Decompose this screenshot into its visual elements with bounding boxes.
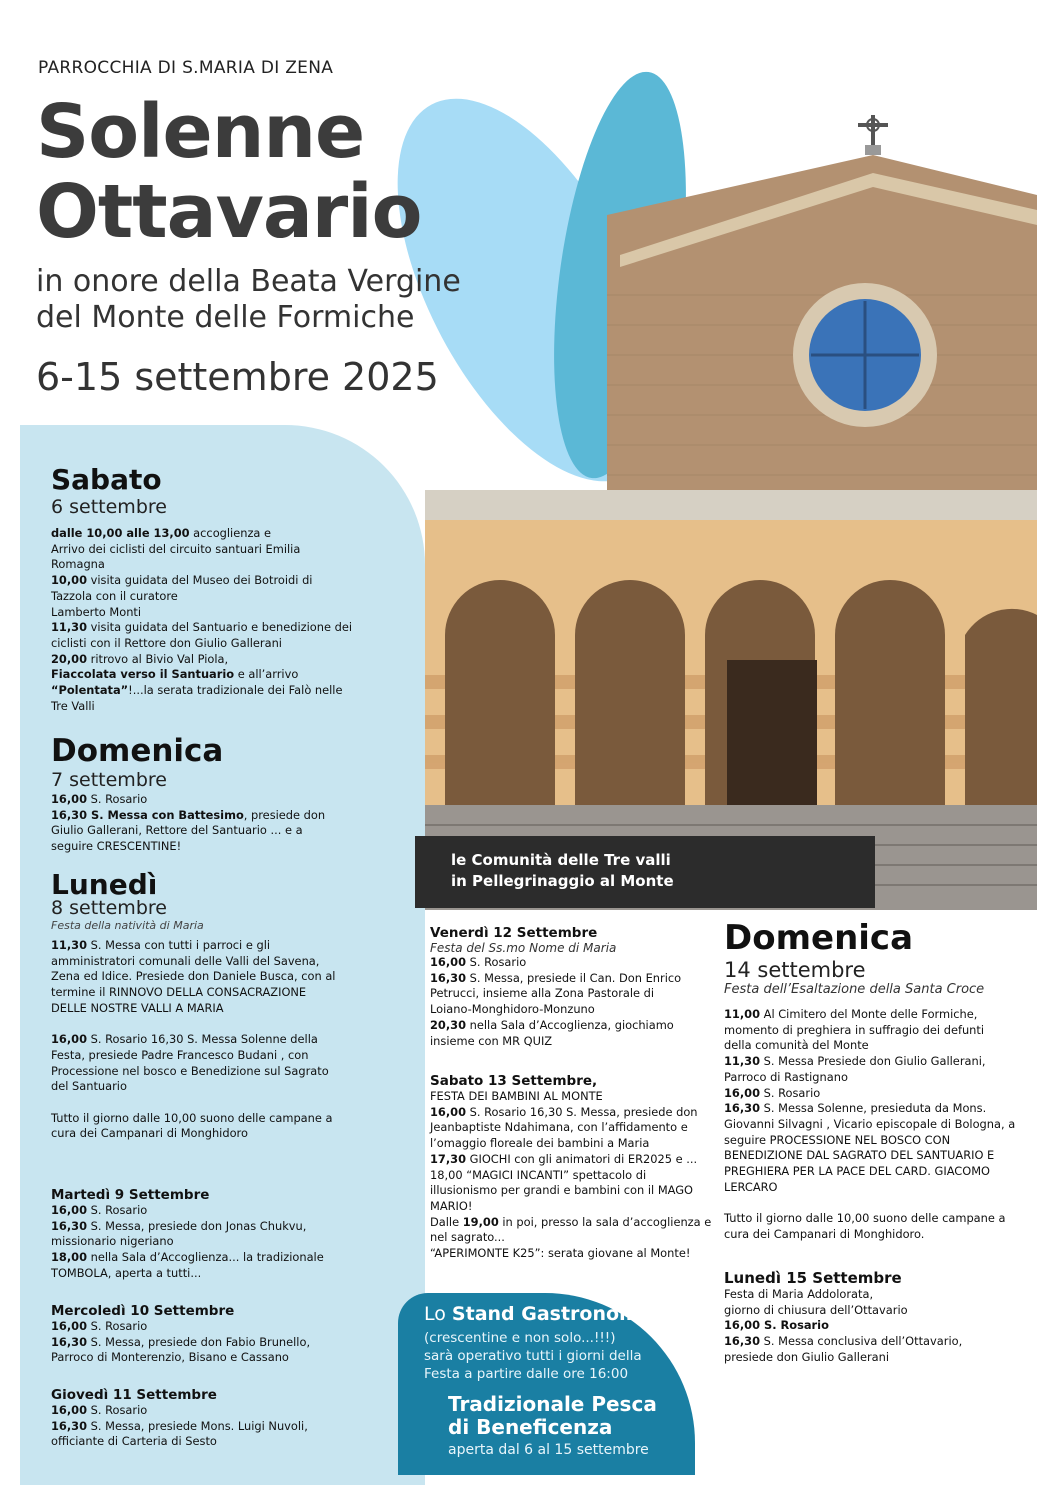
schedule-line: 18,00 nella Sala d’Accoglienza... la tradizionale [51, 1250, 324, 1265]
stand-gastronomico-box [398, 1293, 695, 1475]
sabato-6-section [51, 463, 352, 714]
schedule-line: dalle 10,00 alle 13,00 accoglienza e [51, 526, 272, 540]
pesca-dates: aperta dal 6 al 15 settembre [448, 1442, 649, 1458]
sabato-6-lines [51, 526, 352, 714]
schedule-line: termine il RINNOVO DELLA CONSACRAZIONE [51, 985, 307, 1000]
domenica-7-section [51, 733, 325, 855]
day-title: Martedì 9 Settembre [51, 1187, 210, 1203]
schedule-line: Tazzola con il curatore [51, 588, 178, 603]
schedule-line: Arrivo dei ciclisti del circuito santuari Emilia [51, 541, 301, 556]
schedule-line: della comunità del Monte [724, 1038, 869, 1053]
schedule-line: 20,30 nella Sala d’Accoglienza, giochiamo [430, 1017, 674, 1032]
schedule-line: “Polentata”!...la serata tradizionale dei Falò nelle [51, 683, 343, 698]
event-dates: 6-15 settembre 2025 [36, 355, 439, 399]
schedule-line: giorno di chiusura dell’Ottavario [724, 1302, 908, 1317]
domenica-7-lines [51, 792, 325, 855]
schedule-line: 16,00 S. Rosario [724, 1085, 821, 1100]
schedule-line: seguire PROCESSIONE NEL BOSCO CON [724, 1132, 951, 1147]
stand-title: Lo Stand Gastronomico [424, 1303, 670, 1325]
schedule-line: Processione nel bosco e Benedizione sul Sagrato [51, 1063, 329, 1078]
schedule-line: 16,30 S. Messa conclusiva dell’Ottavario, [724, 1334, 963, 1349]
pesca-title: Tradizionale Pesca di Beneficenza [448, 1392, 657, 1439]
schedule-line: 16,00 S. Rosario [51, 1319, 148, 1333]
schedule-line: Festa di Maria Addolorata, [724, 1287, 874, 1301]
day-feast: Festa dell’Esaltazione della Santa Croce [724, 982, 985, 997]
domenica-14-section [724, 918, 1015, 1243]
schedule-line: 16,30 S. Messa, presiede Mons. Luigi Nuvoli, [51, 1418, 308, 1433]
subtitle-line2: del Monte delle Formiche [36, 300, 415, 335]
main-title [36, 89, 422, 255]
schedule-line: LERCARO [724, 1179, 778, 1194]
line: 17,30 GIOCHI con gli animatori di ER2025 e ... [430, 1151, 698, 1166]
schedule-line: Romagna [51, 557, 105, 572]
schedule-line: Parroco di Rastignano [724, 1069, 848, 1084]
schedule-line: 16,00 S. Rosario [51, 1203, 148, 1217]
schedule-line: momento di preghiera in suffragio dei defunti [724, 1022, 985, 1037]
caption-line1: le Comunità delle Tre valli [451, 851, 671, 869]
schedule-line: Zena ed Idice. Presiede don Daniele Busca, con al [51, 969, 336, 984]
schedule-line: BENEDIZIONE DAL SAGRATO DEL SANTUARIO E [724, 1148, 995, 1163]
martedi-9-lines [51, 1203, 324, 1282]
line: FESTA DEI BAMBINI AL MONTE [430, 1089, 603, 1103]
subtitle [36, 264, 461, 336]
lunedi-8-section [51, 868, 335, 1142]
schedule-line: 16,30 S. Messa, presiede don Jonas Chukvu, [51, 1218, 307, 1233]
caption-line2: in Pellegrinaggio al Monte [451, 872, 674, 890]
schedule-line: missionario nigeriano [51, 1234, 174, 1249]
martedi-9-section [51, 1187, 324, 1282]
schedule-line: 16,00 S. Rosario [724, 1318, 829, 1333]
schedule-line: seguire CRESCENTINE! [51, 839, 182, 854]
subtitle-line1: in onore della Beata Vergine [36, 264, 461, 299]
line: “APERIMONTE K25”: serata giovane al Monte! [430, 1246, 691, 1261]
mercoledi-10-lines [51, 1319, 310, 1366]
photo-caption [415, 836, 875, 908]
title-line2: Ottavario [36, 169, 422, 255]
venerdi-12-section [430, 925, 681, 1049]
schedule-line: 11,00 Al Cimitero del Monte delle Formiche, [724, 1007, 978, 1021]
day-feast: Festa del Ss.mo Nome di Maria [430, 941, 617, 955]
giovedi-11-lines [51, 1403, 308, 1450]
schedule-line: 16,30 S. Messa, presiede il Can. Don Enrico [430, 970, 682, 985]
day-title: Venerdì 12 Settembre [430, 925, 598, 941]
schedule-line: 10,00 visita guidata del Museo dei Botroidi di [51, 573, 313, 588]
mercoledi-10-section [51, 1303, 310, 1366]
parish-name: PARROCCHIA DI S.MARIA DI ZENA [38, 58, 334, 78]
day-title: Sabato 13 Settembre, [430, 1073, 598, 1089]
church-photo [425, 115, 1037, 910]
day-title: Lunedì [51, 868, 158, 901]
schedule-line: 11,30 visita guidata del Santuario e benedizione dei [51, 620, 353, 635]
lunedi-8-lines [51, 938, 335, 1142]
line: 16,00 S. Rosario 16,30 S. Messa, presiede don [430, 1104, 698, 1119]
line: nel sagrato... [430, 1230, 505, 1245]
day-date: 7 settembre [51, 769, 167, 791]
schedule-line: Tutto il giorno dalle 10,00 suono delle campane a [724, 1211, 1006, 1226]
day-title: Giovedì 11 Settembre [51, 1387, 217, 1403]
schedule-line: Petrucci, insieme alla Zona Pastorale di [430, 986, 655, 1001]
line: illusionismo per grandi e bambini con il MAGO [430, 1183, 694, 1198]
schedule-line: 16,00 S. Rosario [51, 1403, 148, 1417]
day-feast: Festa della natività di Maria [51, 919, 204, 932]
domenica-14-lines [724, 1007, 1015, 1243]
day-title: Domenica [51, 733, 224, 769]
schedule-line: cura dei Campanari di Monghidoro. [724, 1226, 925, 1241]
schedule-line: 16,00 S. Rosario [430, 955, 527, 969]
schedule-line: 16,30 S. Messa Solenne, presieduta da Mons. [724, 1101, 987, 1116]
schedule-line [724, 1195, 1015, 1211]
schedule-line: Lamberto Monti [51, 604, 142, 619]
schedule-line: presiede don Giulio Gallerani [724, 1349, 889, 1364]
schedule-line [51, 1095, 335, 1111]
schedule-line: Tre Valli [51, 698, 95, 713]
schedule-line: insieme con MR QUIZ [430, 1033, 553, 1048]
schedule-line: 11,30 S. Messa con tutti i parroci e gli [51, 938, 271, 952]
schedule-line: Giovanni Silvagni , Vicario episcopale di Bologna, a [724, 1116, 1016, 1131]
cross-icon [858, 115, 888, 147]
line: 18,00 “MAGICI INCANTI” spettacolo di [430, 1167, 647, 1182]
stand-details: (crescentine e non solo...!!!) sarà operativo tutti i giorni della Festa a partire dalle ore 16:00 [424, 1330, 642, 1382]
schedule-line: officiante di Carteria di Sesto [51, 1434, 217, 1449]
sabato-13-section [430, 1073, 711, 1262]
schedule-line: PREGHIERA PER LA PACE DEL CARD. GIACOMO [724, 1164, 991, 1179]
giovedi-11-section [51, 1387, 308, 1450]
schedule-line: TOMBOLA, aperta a tutti... [51, 1265, 202, 1280]
day-title: Lunedì 15 Settembre [724, 1269, 902, 1287]
sabato-13-lines [430, 1089, 711, 1262]
schedule-line: cura dei Campanari di Monghidoro [51, 1126, 248, 1141]
schedule-line: 11,30 S. Messa Presiede don Giulio Gallerani, [724, 1054, 986, 1069]
line: Jeanbaptiste Ndahimana, con l’affidamento e [430, 1120, 688, 1135]
schedule-line: DELLE NOSTRE VALLI A MARIA [51, 1000, 224, 1015]
line: Dalle 19,00 in poi, presso la sala d’accoglienza e [430, 1214, 712, 1229]
schedule-line: Parroco di Monterenzio, Bisano e Cassano [51, 1350, 289, 1365]
lunedi-15-section [724, 1269, 962, 1366]
schedule-line: Fiaccolata verso il Santuario e all’arrivo [51, 667, 299, 682]
schedule-line: Tutto il giorno dalle 10,00 suono delle campane a [51, 1110, 333, 1125]
schedule-line [51, 1017, 335, 1033]
venerdi-12-lines [430, 955, 681, 1049]
schedule-line: Giulio Gallerani, Rettore del Santuario ... e a [51, 823, 303, 838]
schedule-line: amministratori comunali delle Valli del Savena, [51, 953, 320, 968]
day-title: Domenica [724, 918, 914, 958]
schedule-line: 20,00 ritrovo al Bivio Val Piola, [51, 651, 229, 666]
schedule-line: Loiano-Monghidoro-Monzuno [430, 1002, 595, 1017]
schedule-line: 16,00 S. Rosario [51, 792, 148, 806]
schedule-line: 16,00 S. Rosario 16,30 S. Messa Solenne della [51, 1032, 318, 1047]
line: MARIO! [430, 1198, 473, 1213]
day-date: 14 settembre [724, 958, 866, 982]
title-line1: Solenne [36, 89, 365, 175]
line: l’omaggio floreale dei bambini a Maria [430, 1136, 650, 1151]
day-title: Sabato [51, 463, 162, 496]
schedule-line: Festa, presiede Padre Francesco Budani , con [51, 1047, 309, 1062]
schedule-line: ciclisti con il Rettore don Giulio Gallerani [51, 635, 282, 650]
day-title: Mercoledì 10 Settembre [51, 1303, 235, 1319]
schedule-line: 16,30 S. Messa, presiede don Fabio Brunello, [51, 1334, 311, 1349]
day-date: 8 settembre [51, 897, 167, 919]
schedule-line: del Santuario [51, 1079, 127, 1094]
church-door [727, 660, 817, 805]
schedule-line: 16,30 S. Messa con Battesimo, presiede don [51, 807, 326, 822]
lunedi-15-lines [724, 1287, 962, 1366]
day-date: 6 settembre [51, 496, 167, 518]
